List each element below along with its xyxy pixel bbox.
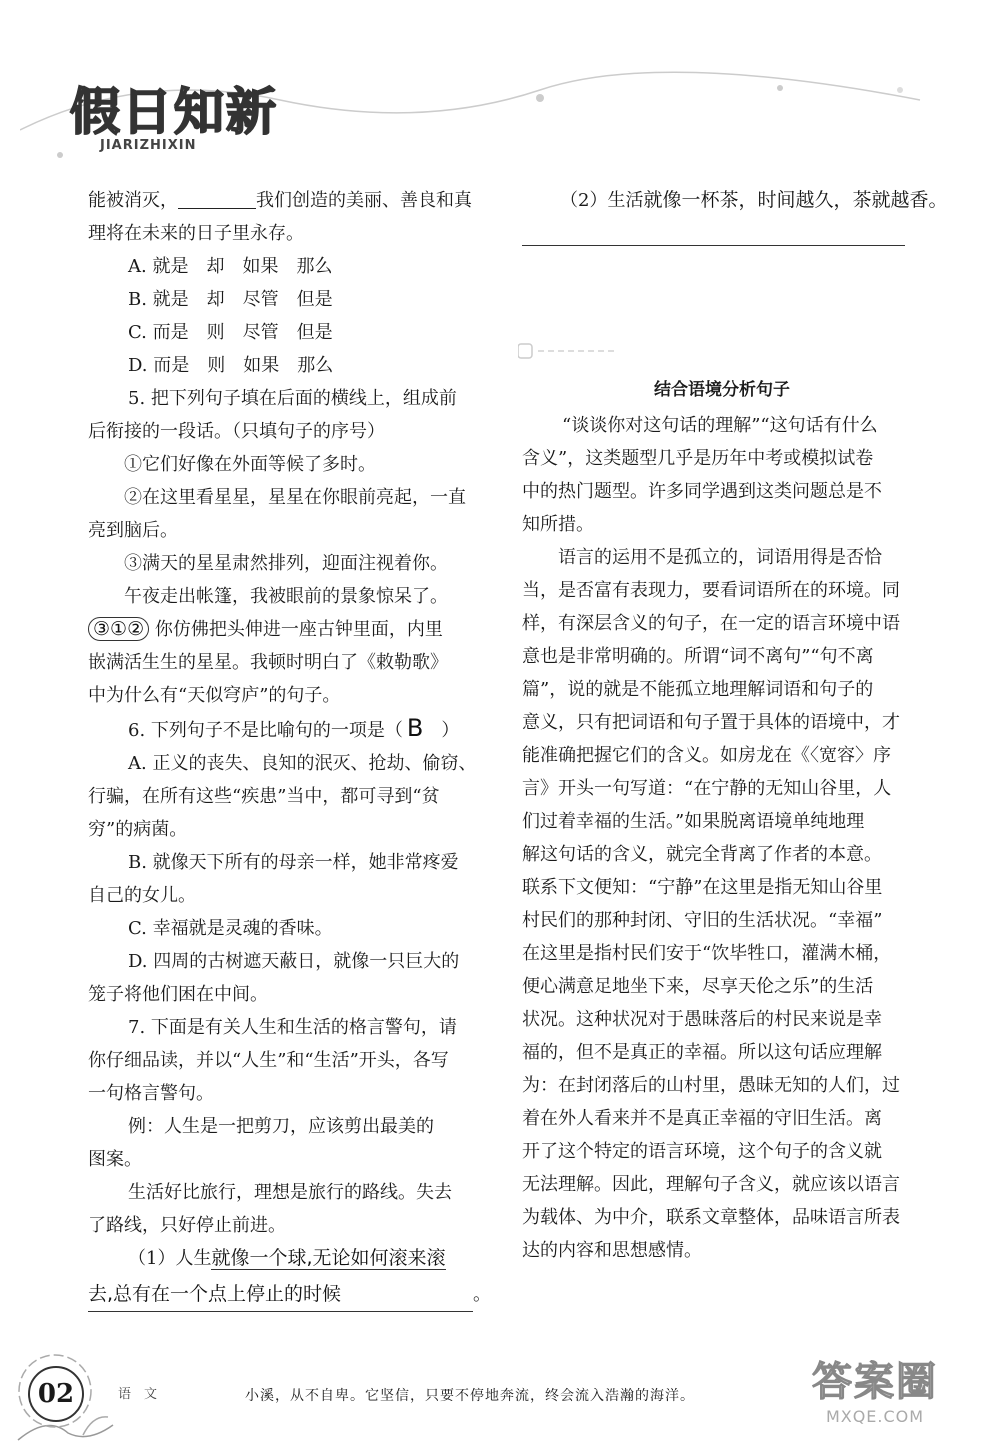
q7-answer-1: （1）人生就像一个球,无论如何滚来滚	[128, 1247, 446, 1269]
para-1-line-3: 中的热门题型。许多同学遇到这类问题总是不	[522, 481, 882, 502]
para-2-line-7: 能准确把握它们的含义。如房龙在《〈宽容〉序	[522, 745, 891, 766]
para-2-line-2: 当，是否富有表现力，要看词语所在的环境。同	[522, 580, 900, 601]
q5-passage-2: ③①② 你仿佛把头伸进一座古钟里面，内里	[88, 613, 488, 646]
q7-example-1-cont: 图案。	[88, 1149, 142, 1170]
q7-stem: 7. 下面是有关人生和生活的格言警句，请	[128, 1017, 457, 1038]
q7-example-2-cont: 了路线，只好停止前进。	[88, 1215, 286, 1236]
q7-answer-2: （2）生活就像一杯茶，时间越久，茶就越香。	[560, 189, 948, 211]
q5-stem: 5. 把下列句子填在后面的横线上，组成前	[128, 388, 457, 409]
para-2-line-12: 村民们的那种封闭、守旧的生活状况。“幸福”	[522, 910, 883, 931]
q6-option-d: D. 四周的古树遮天蔽日，就像一只巨大的	[128, 951, 460, 972]
q5-passage-4: 中为什么有“天似穹庐”的句子。	[88, 685, 341, 706]
para-1-line-1: “谈谈你对这句话的理解”“这句话有什么	[562, 415, 878, 436]
q4-option-d: D. 而是 则 如果 那么	[128, 355, 334, 376]
footer-quote: 小溪，从不自卑。它坚信，只要不停地奔流，终会流入浩瀚的海洋。	[245, 1388, 695, 1404]
q7-stem-2: 你仔细品读，并以“人生”和“生活”开头，各写	[88, 1050, 449, 1071]
right-column-text	[522, 409, 922, 1267]
q5-sentence-1: ①它们好像在外面等候了多时。	[124, 454, 376, 475]
section-title: 结合语境分析句子	[654, 380, 790, 400]
q6-option-a-3: 穷”的病菌。	[88, 819, 188, 840]
subject-tag: 语 文	[118, 1387, 158, 1402]
para-2-line-11: 联系下文便知：“宁静”在这里是指无知山谷里	[522, 877, 883, 898]
q4-option-a: A. 就是 却 如果 那么	[128, 256, 333, 277]
page-number: 02	[28, 1366, 84, 1422]
para-2-line-22: 达的内容和思想感情。	[522, 1240, 702, 1261]
para-2-line-14: 便心满意足地坐下来，尽享天伦之乐”的生活	[522, 976, 874, 997]
para-2-line-16: 福的，但不是真正的幸福。所以这句话应理解	[522, 1042, 882, 1063]
para-2-line-17: 为：在封闭落后的山村里，愚昧无知的人们，过	[522, 1075, 900, 1096]
para-2-line-6: 意义，只有把词语和句子置于具体的语境中，才	[522, 712, 900, 733]
q7-handwritten-answer-1b: 去,总有在一个点上停止的时候	[88, 1278, 473, 1312]
para-2-line-8: 言》开头一句写道：“在宁静的无知山谷里，人	[522, 778, 892, 799]
q5-sentence-2-cont: 亮到脑后。	[88, 520, 178, 541]
q6-option-a: A. 正义的丧失、良知的泯灭、抢劫、偷窃、	[128, 753, 477, 774]
para-2-line-21: 为载体、为中介，联系文章整体，品味语言所表	[522, 1207, 900, 1228]
para-2-line-20: 无法理解。因此，理解句子含义，就应该以语言	[522, 1174, 900, 1195]
q6-option-c: C. 幸福就是灵魂的香味。	[128, 918, 333, 939]
q7-handwritten-answer-2: 就像一杯茶，时间越久，茶就越香。	[643, 189, 948, 211]
q7-answer-1-cont: 去,总有在一个点上停止的时候 。	[88, 1278, 488, 1312]
q6-option-b-2: 自己的女儿。	[88, 885, 196, 906]
q5-handwritten-answer: ③①②	[88, 617, 149, 641]
q4-tail-line-2: 理将在未来的日子里永存。	[88, 223, 304, 244]
para-2-line-13: 在这里是指村民们安于“饮毕牲口，灌满木桶，	[522, 943, 892, 964]
para-2-line-19: 开了这个特定的语言环境，这个句子的含义就	[522, 1141, 882, 1162]
para-1-line-2: 含义”，这类题型几乎是历年中考或模拟试卷	[522, 448, 874, 469]
q7-handwritten-answer-1a: 就像一个球,无论如何滚来滚	[211, 1247, 446, 1269]
para-2-line-4: 意也是非常明确的。所谓“词不离句”“句不离	[522, 646, 874, 667]
q6-option-a-2: 行骗，在所有这些“疾患”当中，都可寻到“贫	[88, 786, 440, 807]
watermark-big: 答案圈	[812, 1359, 938, 1405]
logo: 假日知新	[70, 83, 278, 141]
answer-line	[522, 245, 905, 246]
para-1-line-4: 知所措。	[522, 514, 594, 535]
q5-passage-1: 午夜走出帐篷，我被眼前的景象惊呆了。	[124, 586, 448, 607]
answer-blank	[178, 190, 256, 209]
q6-handwritten-answer: B	[406, 714, 424, 742]
q4-option-b: B. 就是 却 尽管 但是	[128, 289, 333, 310]
section-icon	[518, 340, 628, 362]
logo-subtitle: JIARIZHIXIN	[100, 138, 197, 153]
para-2-line-1: 语言的运用不是孤立的，词语用得是否恰	[558, 547, 882, 568]
para-2-line-18: 着在外人看来并不是真正幸福的守旧生活。离	[522, 1108, 882, 1129]
para-2-line-5: 篇”，说的就是不能孤立地理解词语和句子的	[522, 679, 874, 700]
q7-example-2: 生活好比旅行，理想是旅行的路线。失去	[128, 1182, 452, 1203]
q5-passage-3: 嵌满活生生的星星。我顿时明白了《敕勒歌》	[88, 652, 448, 673]
q6-option-d-2: 笼子将他们困在中间。	[88, 984, 268, 1005]
q6-stem: 6. 下列句子不是比喻句的一项是（ B ）	[128, 714, 460, 742]
q5-sentence-2: ②在这里看星星，星星在你眼前亮起，一直	[124, 487, 466, 508]
q5-stem-2: 后衔接的一段话。（只填句子的序号）	[88, 421, 385, 442]
q4-option-c: C. 而是 则 尽管 但是	[128, 322, 333, 343]
left-column	[88, 184, 491, 1312]
para-2-line-3: 样，有深层含义的句子，在一定的语言环境中语	[522, 613, 900, 634]
q5-sentence-3: ③满天的星星肃然排列，迎面注视着你。	[124, 553, 448, 574]
watermark-small: MXQE.COM	[825, 1407, 925, 1426]
q7-stem-3: 一句格言警句。	[88, 1083, 214, 1104]
para-2-line-9: 们过着幸福的生活。”如果脱离语境单纯地理	[522, 811, 865, 832]
watermark	[770, 1350, 980, 1430]
q6-option-b: B. 就像天下所有的母亲一样，她非常疼爱	[128, 852, 459, 873]
para-2-line-15: 状况。这种状况对于愚昧落后的村民来说是幸	[522, 1009, 882, 1030]
q4-tail-line-1: 能被消灭， 我们创造的美丽、善良和真	[88, 190, 472, 211]
para-2-line-10: 解这句话的含义，就完全背离了作者的本意。	[522, 844, 882, 865]
q7-example-1: 例：人生是一把剪刀，应该剪出最美的	[128, 1116, 434, 1137]
